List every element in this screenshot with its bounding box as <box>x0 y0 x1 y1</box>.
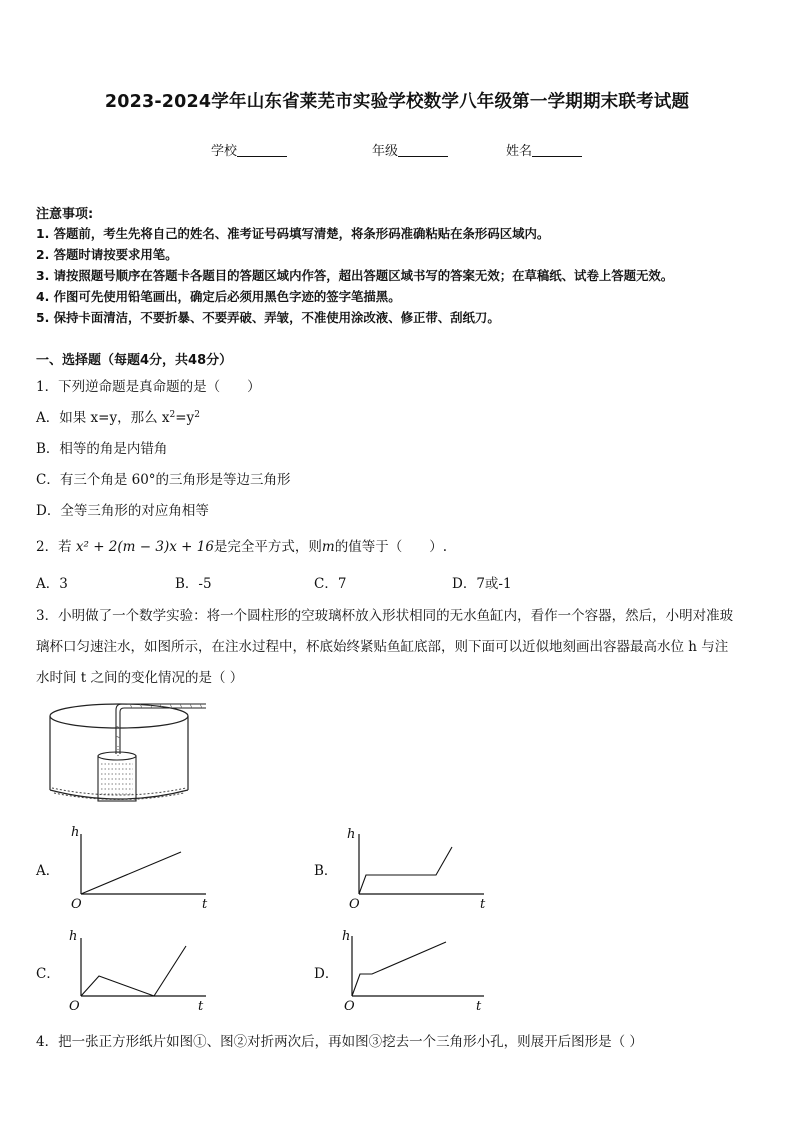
q3-graph-d-label: D． <box>314 966 339 982</box>
q3-graph-a <box>66 822 216 912</box>
q3-line-1: 3．小明做了一个数学实验：将一个圆柱形的空玻璃杯放入形状相同的无水鱼缸内，看作一个容器，然后，小明对准玻 <box>36 608 734 624</box>
name-field <box>506 140 582 159</box>
origin-label: O <box>69 999 80 1014</box>
origin-label: O <box>71 897 82 912</box>
q3-graph-d <box>344 926 494 1016</box>
q3-graph-a-label: A． <box>36 863 60 879</box>
grade-label: 年级 <box>372 144 399 159</box>
note-item: 3. 请按照题号顺序在答题卡各题目的答题区域内作答，超出答题区域书写的答案无效；在草稿纸、试卷上答题无效。 <box>36 268 674 283</box>
q3-graph-b-label: B． <box>314 863 338 879</box>
axis-h-label: h <box>71 825 80 840</box>
axis-t-label: t <box>202 897 208 912</box>
q4-stem: 4．把一张正方形纸片如图①、图②对折两次后，再如图③挖去一个三角形小孔，则展开后图形是（ ） <box>36 1034 643 1050</box>
axis-t-label: t <box>198 999 204 1014</box>
q2-option-c: C．7 <box>314 576 347 592</box>
name-label: 姓名 <box>506 144 533 159</box>
origin-label: O <box>344 999 355 1014</box>
q2-expression: x² + 2(m − 3)x + 16 <box>75 539 214 555</box>
axis-t-label: t <box>480 897 486 912</box>
q2-stem: 2．若 x² + 2(m − 3)x + 16是完全平方式，则m的值等于（ ）. <box>36 539 448 555</box>
school-blank <box>237 143 287 157</box>
axis-t-label: t <box>476 999 482 1014</box>
note-item: 4. 作图可先使用铅笔画出，确定后必须用黑色字迹的签字笔描黑。 <box>36 289 401 304</box>
name-blank <box>532 143 582 157</box>
q1-option-a: A．如果 x=y，那么 $x^2=y^2$ <box>36 410 200 426</box>
note-item: 1. 答题前，考生先将自己的姓名、准考证号码填写清楚，将条形码准确粘贴在条形码区域内。 <box>36 226 550 241</box>
axis-h-label: h <box>342 929 351 944</box>
page-title: 2023-2024学年山东省莱芜市实验学校数学八年级第一学期期末联考试题 <box>104 92 690 112</box>
grade-blank <box>398 143 448 157</box>
note-item: 2. 答题时请按要求用笔。 <box>36 247 178 262</box>
fish-tank-illustration <box>40 696 210 810</box>
axis-h-label: h <box>347 827 356 842</box>
grade-field <box>372 140 448 159</box>
axis-h-label: h <box>69 929 78 944</box>
origin-label: O <box>349 897 360 912</box>
q2-option-d: D．7或-1 <box>452 576 512 592</box>
q3-graph-c-label: C． <box>36 966 60 982</box>
q1-option-d: D．全等三角形的对应角相等 <box>36 503 209 519</box>
q3-line-3: 水时间 t 之间的变化情况的是（ ） <box>36 670 244 686</box>
q3-graph-c <box>66 926 216 1016</box>
school-label: 学校 <box>211 144 238 159</box>
notes-heading: 注意事项: <box>36 207 94 222</box>
q2-option-a: A．3 <box>36 576 68 592</box>
note-item: 5. 保持卡面清洁，不要折暴、不要弄破、弄皱，不准使用涂改液、修正带、刮纸刀。 <box>36 310 500 325</box>
q1-stem: 1．下列逆命题是真命题的是（ ） <box>36 379 261 395</box>
q1-option-c: C．有三个角是 60°的三角形是等边三角形 <box>36 472 291 488</box>
q2-option-b: B．-5 <box>175 576 212 592</box>
q3-line-2: 璃杯口匀速注水，如图所示，在注水过程中，杯底始终紧贴鱼缸底部，则下面可以近似地刻画出容器最高水位 h 与注 <box>36 639 729 655</box>
section-heading: 一、选择题（每题4分，共48分） <box>36 353 233 368</box>
school-field <box>211 140 287 159</box>
q3-graph-b <box>344 822 494 912</box>
q1-option-b: B．相等的角是内错角 <box>36 441 168 457</box>
